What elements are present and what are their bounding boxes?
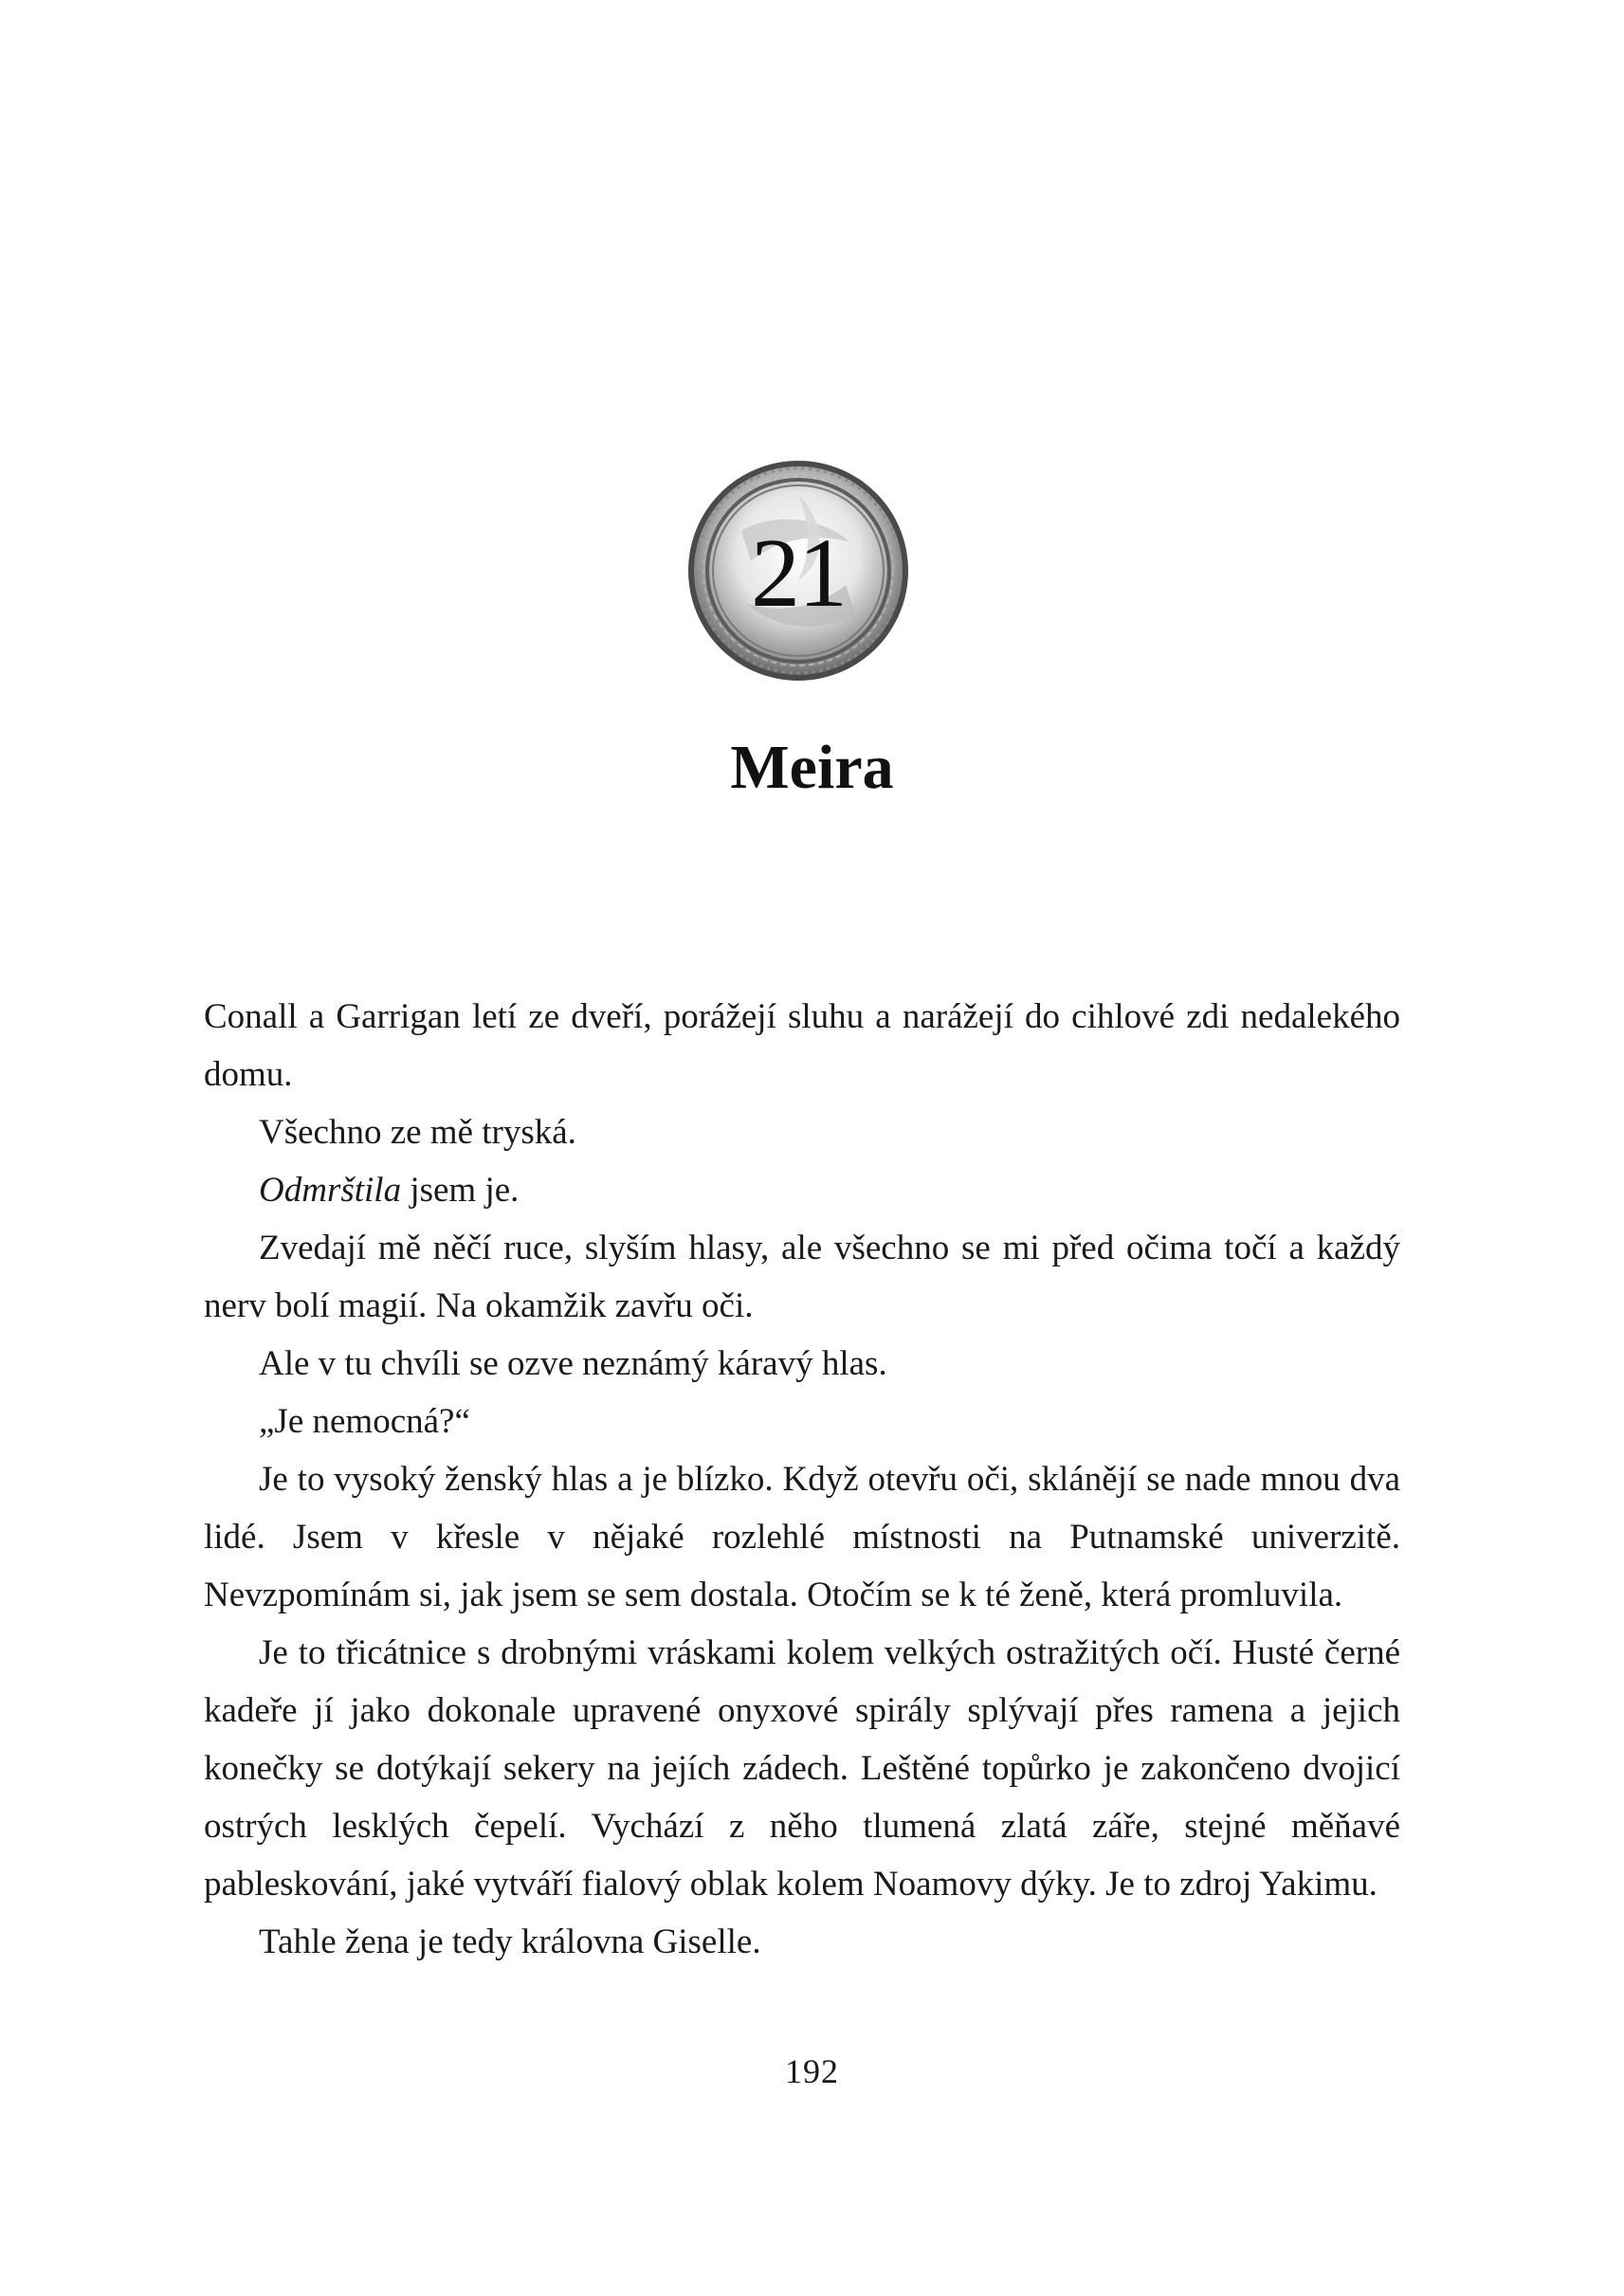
paragraph: Tahle žena je tedy královna Giselle. xyxy=(259,1922,761,1961)
paragraph: Je to třicátnice s drobnými vráskami kolem velkých ostražitých očí. Husté černé kadeře jí jako dokonale upravené onyxové spirály splývají přes ramena a jejich konečky se dotýkají sekery na jejích zádech. Leštěné topůrko je zakončeno dvojicí ostrých lesklých čepelí. Vychází z něho tlumená zlatá záře, stejné měňavé pableskování, jaké vytváří fialový oblak kolem Noamovy dýky. Je to zdroj Yakimu. xyxy=(204,1633,1400,1904)
paragraph: Conall a Garrigan letí ze dveří, porážejí sluhu a narážejí do cihlové zdi nedalekého domu. xyxy=(204,997,1400,1094)
paragraph: Všechno ze mě tryská. xyxy=(259,1113,576,1152)
paragraph: Ale v tu chvíli se ozve neznámý káravý hlas. xyxy=(259,1344,887,1383)
paragraph-rest: jsem je. xyxy=(401,1171,520,1210)
paragraph xyxy=(204,1161,1400,1219)
body-text xyxy=(204,988,1400,1971)
paragraph: „Je nemocná?“ xyxy=(259,1402,470,1441)
paragraph: Je to vysoký ženský hlas a je blízko. Když otevřu oči, sklánějí se nade mnou dva lidé. Jsem v křesle v nějaké rozlehlé místnosti na Putnamské univerzitě. Nevzpomínám si, jak jsem se sem dostala. Otočím se k té ženě, která promluvila. xyxy=(204,1460,1400,1614)
paragraph: Zvedají mě něčí ruce, slyším hlasy, ale všechno se mi před očima točí a každý nerv bolí magií. Na okamžik zavřu oči. xyxy=(204,1229,1400,1325)
chapter-number: 21 xyxy=(751,519,846,628)
page-number: 192 xyxy=(785,2052,839,2090)
chapter-title: Meira xyxy=(730,733,894,802)
emphasized-word: Odmrštila xyxy=(259,1171,402,1210)
